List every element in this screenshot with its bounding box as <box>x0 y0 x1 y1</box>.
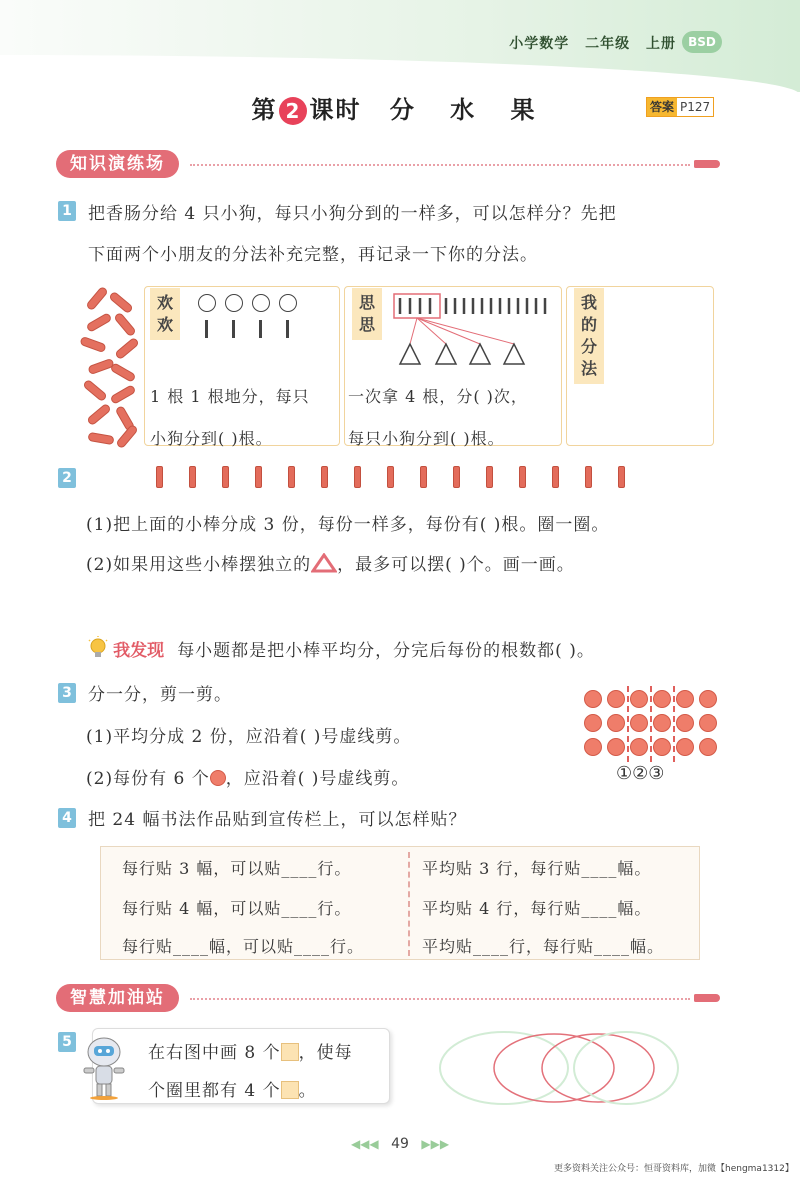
sausage-icon <box>113 312 137 338</box>
volume-label: 上册 <box>646 36 676 52</box>
cut-line-1 <box>627 686 629 762</box>
q2-part2-start: (2)如果用这些小棒摆独立的 <box>86 555 312 575</box>
pencil-icon <box>694 160 720 168</box>
question-number: 2 <box>58 468 76 488</box>
apple-icon <box>607 690 625 708</box>
q1-line1: 把香肠分给 4 只小狗，每只小狗分到的一样多，可以怎样分？先把 <box>88 204 617 224</box>
sausage-icon <box>82 379 108 403</box>
discovery-label: 我发现 <box>113 641 165 661</box>
apple-icon <box>676 714 694 732</box>
stick-icon <box>205 320 208 338</box>
lesson-number: 2 <box>279 97 307 125</box>
q4-right-2[interactable]: 平均贴 4 行，每行贴____幅。 <box>422 899 652 918</box>
sausage-icon <box>85 286 109 312</box>
q2-part2[interactable] <box>86 550 575 575</box>
q3-part2[interactable] <box>86 764 409 789</box>
panel-name-sisi <box>352 288 382 340</box>
q5-line2-end: 。 <box>298 1081 317 1101</box>
panel-name-huanhuan <box>150 288 180 340</box>
sausage-icon <box>85 312 112 333</box>
footer-note: 更多资料关注公众号：恒哥资料库，加微【hengma1312】 <box>554 1164 794 1174</box>
apple-icon <box>653 714 671 732</box>
apple-icon <box>584 738 602 756</box>
grouping-diagram <box>390 292 550 374</box>
q3-part2-start: (2)每份有 6 个 <box>86 769 210 789</box>
stick-icon <box>232 320 235 338</box>
circle-icon <box>198 294 216 312</box>
q4-right-3[interactable]: 平均贴____行，每行贴____幅。 <box>422 937 665 956</box>
cut-line-3 <box>673 686 675 762</box>
apple-icon <box>584 714 602 732</box>
stick-icon <box>255 466 262 488</box>
book-info <box>499 33 676 53</box>
q4-text: 把 24 幅书法作品贴到宣传栏上，可以怎样贴？ <box>88 810 467 830</box>
edition-badge: BSD <box>682 31 722 53</box>
q4-left-2[interactable]: 每行贴 4 幅，可以贴____行。 <box>122 899 352 918</box>
panel-name-text: 思思 <box>358 293 375 334</box>
lesson-topic: 分 水 果 <box>389 96 549 124</box>
square-icon <box>281 1081 299 1099</box>
stick-icon <box>156 466 163 488</box>
stick-icon <box>286 320 289 338</box>
apple-icon <box>607 738 625 756</box>
venn-circles[interactable] <box>436 1026 682 1108</box>
apple-icon <box>699 690 717 708</box>
sausage-icon <box>109 362 136 383</box>
q5-line2 <box>148 1076 317 1101</box>
apple-icon <box>653 738 671 756</box>
panel-b-text2[interactable]: 每只小狗分到( )根。 <box>348 429 505 448</box>
q2-part1[interactable]: (1)把上面的小棒分成 3 份，每份一样多，每份有( )根。圈一圈。 <box>86 515 610 535</box>
circle-icon <box>225 294 243 312</box>
panel-name-mine <box>574 288 604 384</box>
stick-icon <box>387 466 394 488</box>
apple-icon <box>676 690 694 708</box>
footer-arrows-right: ▶▶▶ <box>421 1137 450 1151</box>
stick-icon <box>259 320 262 338</box>
q3-part2-end: ，应沿着( )号虚线剪。 <box>225 769 410 789</box>
grade-label: 二年级 <box>585 36 631 52</box>
footer-arrows-left: ◀◀◀ <box>350 1137 379 1151</box>
robot-icon <box>76 1034 132 1100</box>
stick-icon <box>585 466 592 488</box>
title-prefix: 第 <box>251 96 278 124</box>
sausage-icon <box>79 336 107 353</box>
sausage-icon <box>108 291 134 315</box>
page-footer <box>0 1136 800 1152</box>
apple-icon <box>630 690 648 708</box>
question-number: 4 <box>58 808 76 828</box>
page-number: 49 <box>391 1136 409 1152</box>
q5-line1-start: 在右图中画 8 个 <box>148 1043 281 1063</box>
q4-left-3[interactable]: 每行贴____幅，可以贴____行。 <box>122 937 365 956</box>
answer-label: 答案 <box>647 98 677 116</box>
apple-icon <box>607 714 625 732</box>
discovery-row <box>88 636 595 661</box>
apple-icon <box>584 690 602 708</box>
stick-icon <box>189 466 196 488</box>
stick-icon <box>519 466 526 488</box>
cut-line-labels: ①②③ <box>616 763 665 784</box>
section-practice-label: 知识演练场 <box>56 150 179 178</box>
section-divider <box>190 164 690 166</box>
triangle-icon <box>311 553 337 573</box>
panel-b-text1[interactable]: 一次拿 4 根，分( )次， <box>348 387 528 406</box>
subject-label: 小学数学 <box>509 36 570 52</box>
discovery-text[interactable]: 每小题都是把小棒平均分，分完后每份的根数都( )。 <box>177 641 595 661</box>
sausage-icon <box>86 403 112 427</box>
q4-left-1[interactable]: 每行贴 3 幅，可以贴____行。 <box>122 859 352 878</box>
apple-icon <box>630 738 648 756</box>
stick-icon <box>222 466 229 488</box>
answer-page: P127 <box>680 100 711 114</box>
stick-icon <box>552 466 559 488</box>
apple-icon <box>699 714 717 732</box>
stick-icon <box>288 466 295 488</box>
title-suffix: 课时 <box>309 96 362 124</box>
cut-line-2 <box>650 686 652 762</box>
q5-line1 <box>148 1038 353 1063</box>
stick-icon <box>420 466 427 488</box>
question-number: 5 <box>58 1032 76 1052</box>
panel-a-text2[interactable]: 小狗分到( )根。 <box>150 429 273 448</box>
stick-icon <box>486 466 493 488</box>
square-icon <box>281 1043 299 1061</box>
lightbulb-icon <box>88 636 108 660</box>
apple-icon <box>676 738 694 756</box>
q2-part2-end: ，最多可以摆( )个。画一画。 <box>337 555 575 575</box>
question-number: 3 <box>58 683 76 703</box>
circle-icon <box>252 294 270 312</box>
section-challenge-label: 智慧加油站 <box>56 984 179 1012</box>
apple-grid <box>580 688 722 762</box>
apple-icon <box>630 714 648 732</box>
question-number: 1 <box>58 201 76 221</box>
panel-a-text1: 1 根 1 根地分，每只 <box>150 387 310 406</box>
board-divider <box>408 852 410 956</box>
q1-line2: 下面两个小朋友的分法补充完整，再记录一下你的分法。 <box>88 245 538 265</box>
circle-icon <box>279 294 297 312</box>
stick-icon <box>321 466 328 488</box>
sausage-icon <box>114 337 140 361</box>
section-divider <box>190 998 690 1000</box>
q4-right-1[interactable]: 平均贴 3 行，每行贴____幅。 <box>422 859 652 878</box>
q3-part1[interactable]: (1)平均分成 2 份，应沿着( )号虚线剪。 <box>86 727 412 747</box>
answer-reference[interactable] <box>646 97 714 117</box>
stick-icon <box>618 466 625 488</box>
q5-line2-start: 个圈里都有 4 个 <box>148 1081 281 1101</box>
panel-name-text: 欢欢 <box>156 293 173 334</box>
sausage-icon <box>87 432 114 445</box>
q3-intro: 分一分，剪一剪。 <box>88 685 232 705</box>
sausage-icon <box>109 384 136 405</box>
sausage-icon <box>115 424 139 450</box>
q5-line1-end: ，使每 <box>298 1043 353 1063</box>
apple-icon <box>210 770 226 786</box>
apple-icon <box>699 738 717 756</box>
stick-icon <box>354 466 361 488</box>
panel-name-text: 我的分法 <box>580 293 597 378</box>
apple-icon <box>653 690 671 708</box>
pencil-icon <box>694 994 720 1002</box>
stick-icon <box>453 466 460 488</box>
